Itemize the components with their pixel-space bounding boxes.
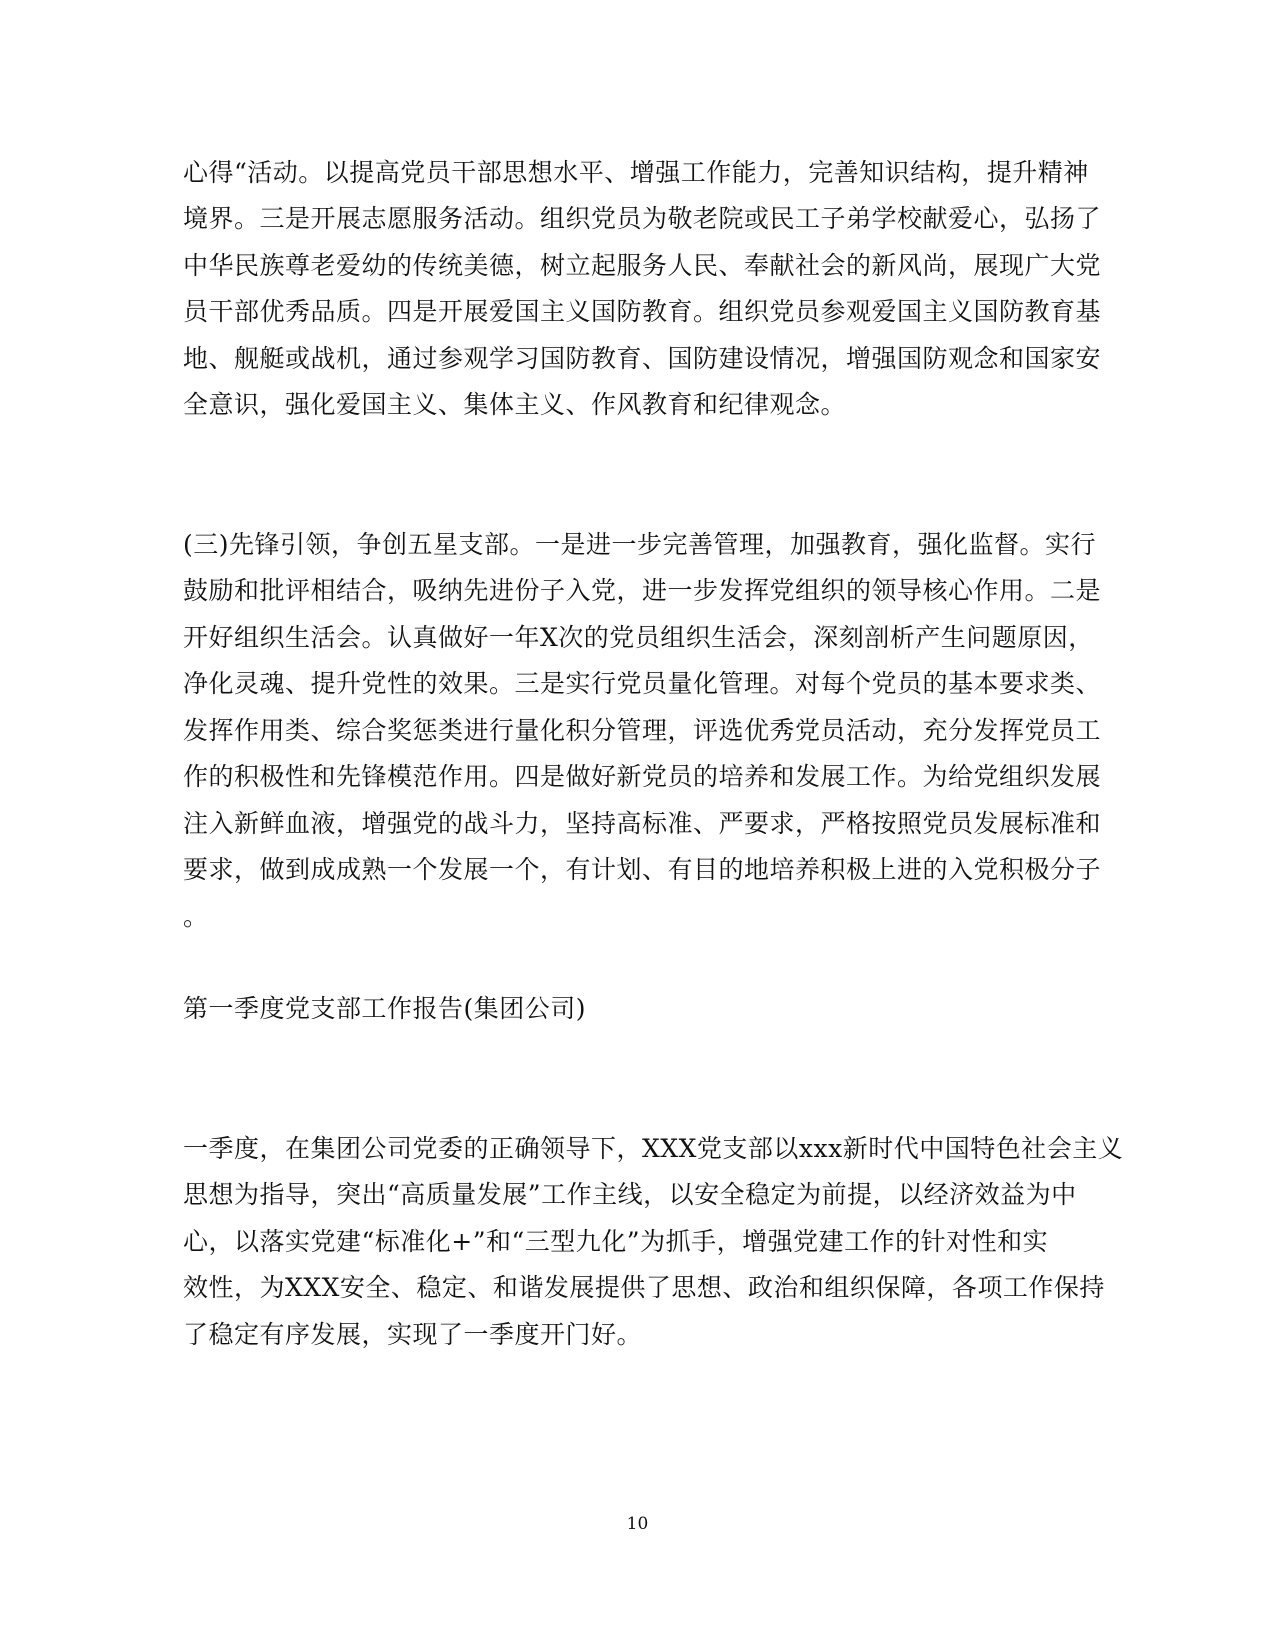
paragraph-line: 心，以落实党建“标准化+”和“三型九化”为抓手，增强党建工作的针对性和实 [183, 1227, 1049, 1256]
paragraph-line: 了稳定有序发展，实现了一季度开门好。 [183, 1320, 643, 1349]
page-number: 10 [626, 1514, 649, 1534]
paragraph-line: 开好组织生活会。认真做好一年X次的党员组织生活会，深刻剖析产生问题原因， [183, 623, 1094, 652]
paragraph-line: 发挥作用类、综合奖惩类进行量化积分管理，评选优秀党员活动，充分发挥党员工 [183, 716, 1102, 745]
paragraph-line: 鼓励和批评相结合，吸纳先进份子入党，进一步发挥党组织的领导核心作用。二是 [183, 576, 1102, 605]
paragraph-line: 要求，做到成成熟一个发展一个，有计划、有目的地培养积极上进的入党积极分子 [183, 855, 1102, 884]
paragraph-line: 中华民族尊老爱幼的传统美德，树立起服务人民、奉献社会的新风尚，展现广大党 [183, 251, 1102, 280]
paragraph-line: (三)先锋引领，争创五星支部。一是进一步完善管理，加强教育，强化监督。实行 [183, 530, 1097, 559]
paragraph-line: 。 [183, 902, 209, 931]
paragraph-line: 境界。三是开展志愿服务活动。组织党员为敬老院或民工子弟学校献爱心，弘扬了 [183, 204, 1102, 233]
paragraph-line: 心得“活动。以提高党员干部思想水平、增强工作能力，完善知识结构，提升精神 [183, 158, 1089, 187]
paragraph-line: 全意识，强化爱国主义、集体主义、作风教育和纪律观念。 [183, 390, 847, 419]
paragraph-line: 净化灵魂、提升党性的效果。三是实行党员量化管理。对每个党员的基本要求类、 [183, 669, 1102, 698]
paragraph-line: 效性，为XXX安全、稳定、和谐发展提供了思想、政治和组织保障，各项工作保持 [183, 1273, 1105, 1302]
paragraph-line: 注入新鲜血液，增强党的战斗力，坚持高标准、严要求，严格按照党员发展标准和 [183, 809, 1102, 838]
section-heading: 第一季度党支部工作报告(集团公司) [183, 994, 587, 1023]
paragraph-line: 作的积极性和先锋模范作用。四是做好新党员的培养和发展工作。为给党组织发展 [183, 762, 1102, 791]
paragraph-line: 员干部优秀品质。四是开展爱国主义国防教育。组织党员参观爱国主义国防教育基 [183, 297, 1102, 326]
paragraph-line: 一季度，在集团公司党委的正确领导下，XXX党支部以xxx新时代中国特色社会主义 [183, 1134, 1124, 1163]
paragraph-line: 地、舰艇或战机，通过参观学习国防教育、国防建设情况，增强国防观念和国家安 [183, 344, 1102, 373]
paragraph-line: 思想为指导，突出“高质量发展”工作主线，以安全稳定为前提，以经济效益为中 [183, 1180, 1077, 1209]
